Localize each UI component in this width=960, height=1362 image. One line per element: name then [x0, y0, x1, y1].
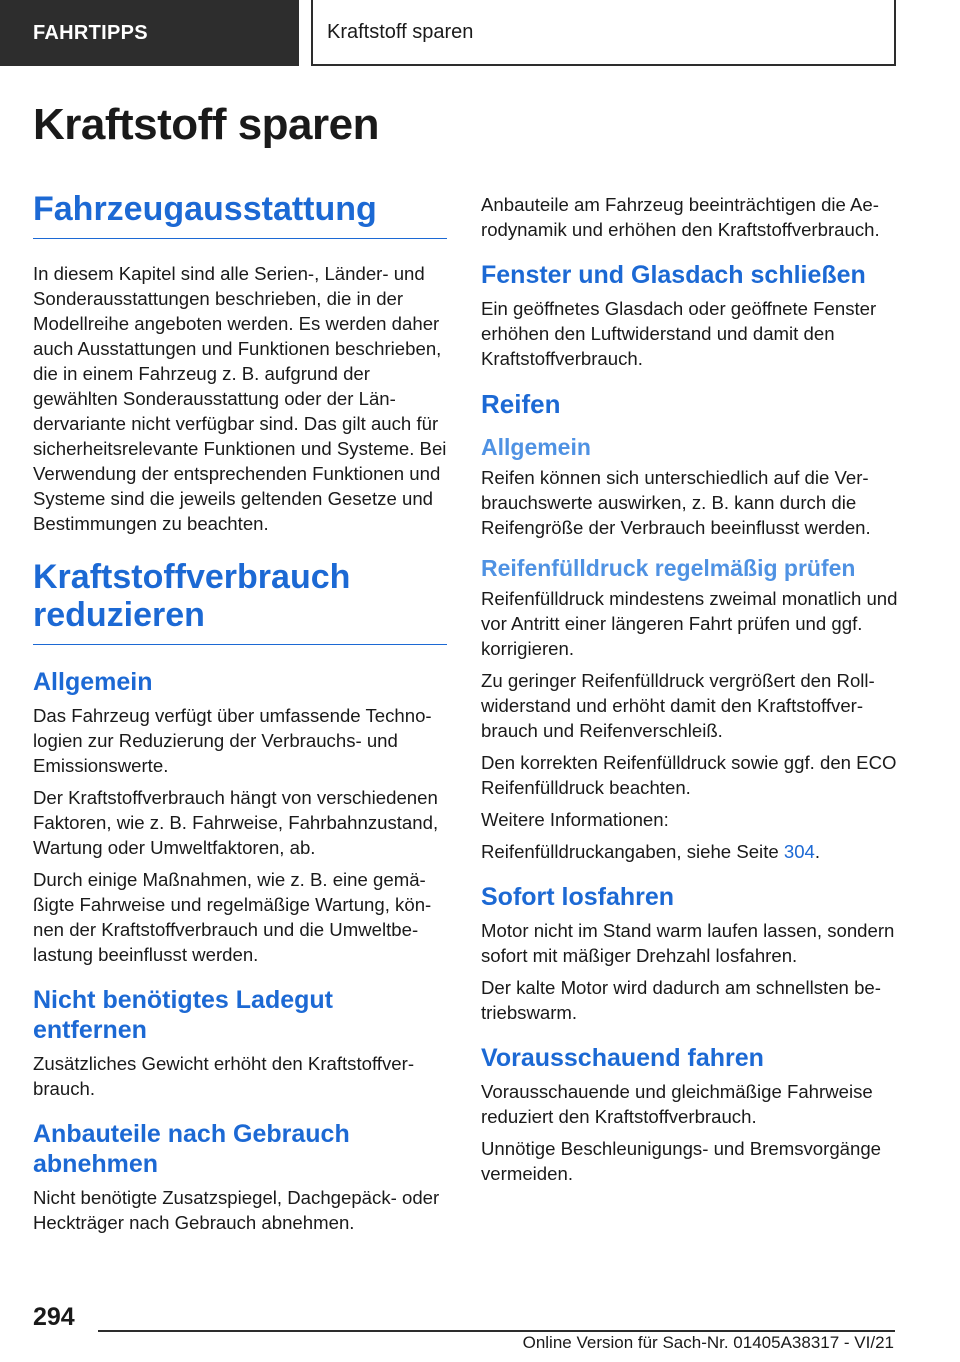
paragraph: Weitere Informationen: — [481, 809, 669, 830]
heading-reifen: Reifen — [481, 389, 561, 419]
page-header — [0, 0, 960, 66]
paragraph: Ein geöffnetes Glasdach oder geöffnete Fenster erhöhen den Luftwiderstand und damit den Kraftstoffverbrauch. — [481, 298, 877, 369]
heading-reifenfuelldruck: Reifenfülldruck regelmäßig prüfen — [481, 555, 856, 581]
paragraph: Reifen können sich unterschiedlich auf die Verbrauchswerte auswirken, z. B. kann durch die Reifengröße der Verbrauch beeinflusst werden. — [481, 467, 871, 538]
paragraph: Zu geringer Reifenfülldruck vergrößert den Rollwiderstand und erhöht damit den Kraftstoffverbrauch und Reifenverschleiß. — [481, 670, 875, 741]
paragraph: Reifenfülldruck mindestens zweimal monatlich und vor Antritt einer längeren Fahrt prüfen und ggf. korrigieren. — [481, 588, 898, 659]
paragraph: In diesem Kapitel sind alle Serien-, Länder- und Sonderausstattungen beschrieben, die in der Modellreihe angeboten werden. Es werden daher auch Ausstattungen und Funktionen beschrieben, die in einem Fahrzeug z. B. aufgrund der gewählten Sonderausstattung oder der Ländervariante nicht verfügbar sind. Das gilt auch für sicherheitsrelevante Funktionen und Systeme. Bei Verwendung der entsprechenden Funktionen und Systeme sind die jeweils geltenden Gesetze und Bestimmungen zu beachten. — [33, 263, 447, 534]
page-link-304[interactable]: 304 — [783, 841, 815, 862]
heading-fahrzeugausstattung: Fahrzeugausstattung — [33, 190, 447, 239]
paragraph-crossref — [481, 839, 899, 864]
heading-reifen-allgemein: Allgemein — [481, 434, 591, 460]
footer-text: Online Version für Sach-Nr. 01405A38317 - VI/21 — [522, 1333, 894, 1352]
paragraph: Vorausschauende und gleichmäßige Fahrweise reduziert den Kraftstoffverbrauch. — [481, 1081, 873, 1127]
heading-vorausschauend: Vorausschauend fahren — [481, 1044, 764, 1072]
heading-anbauteile: Anbauteile nach Gebrauch abnehmen — [33, 1120, 350, 1178]
paragraph: Unnötige Beschleunigungs- und Bremsvorgänge vermeiden. — [481, 1138, 882, 1184]
crossref-end: . — [814, 841, 821, 862]
header-title: Kraftstoff sparen — [311, 0, 896, 66]
right-column — [481, 192, 899, 1193]
paragraph: Den korrekten Reifenfülldruck sowie ggf. den ECO Reifenfülldruck beachten. — [481, 752, 897, 798]
heading-ladegut: Nicht benötigtes Ladegut entfernen — [33, 986, 333, 1044]
paragraph: Zusätzliches Gewicht erhöht den Kraftstoffverbrauch. — [33, 1053, 415, 1099]
page-title: Kraftstoff sparen — [33, 100, 379, 149]
footer-divider — [98, 1330, 895, 1332]
page-number: 294 — [33, 1303, 75, 1331]
paragraph: Durch einige Maßnahmen, wie z. B. eine gemäßigte Fahrweise und regelmäßige Wartung, können der Kraftstoffverbrauch und die Umweltbelastung beeinflusst werden. — [33, 869, 432, 965]
paragraph: Der Kraftstoffverbrauch hängt von verschiedenen Faktoren, wie z. B. Fahrweise, Fahrbahnzustand, Wartung oder Umweltfaktoren, ab. — [33, 787, 439, 858]
heading-allgemein: Allgemein — [33, 668, 153, 696]
paragraph: Der kalte Motor wird dadurch am schnellsten betriebswarm. — [481, 977, 881, 1023]
crossref-text: Reifenfülldruckangaben, siehe Seite — [481, 841, 784, 862]
paragraph: Motor nicht im Stand warm laufen lassen, sondern sofort mit mäßiger Drehzahl losfahren. — [481, 920, 895, 966]
paragraph: Anbauteile am Fahrzeug beeinträchtigen die Aerodynamik und erhöhen den Kraftstoffverbrauch. — [481, 194, 880, 240]
heading-fenster: Fenster und Glasdach schließen — [481, 261, 866, 289]
left-column — [33, 190, 447, 1242]
heading-kraftstoffverbrauch: Kraftstoffverbrauch reduzieren — [33, 558, 447, 645]
heading-sofort-losfahren: Sofort losfahren — [481, 883, 675, 911]
section-label: FAHRTIPPS — [0, 0, 299, 66]
paragraph: Nicht benötigte Zusatzspiegel, Dachgepäck- oder Heckträger nach Gebrauch abnehmen. — [33, 1187, 440, 1233]
paragraph: Das Fahrzeug verfügt über umfassende Technologien zur Reduzierung der Verbrauchs- und Emissionswerte. — [33, 705, 432, 776]
